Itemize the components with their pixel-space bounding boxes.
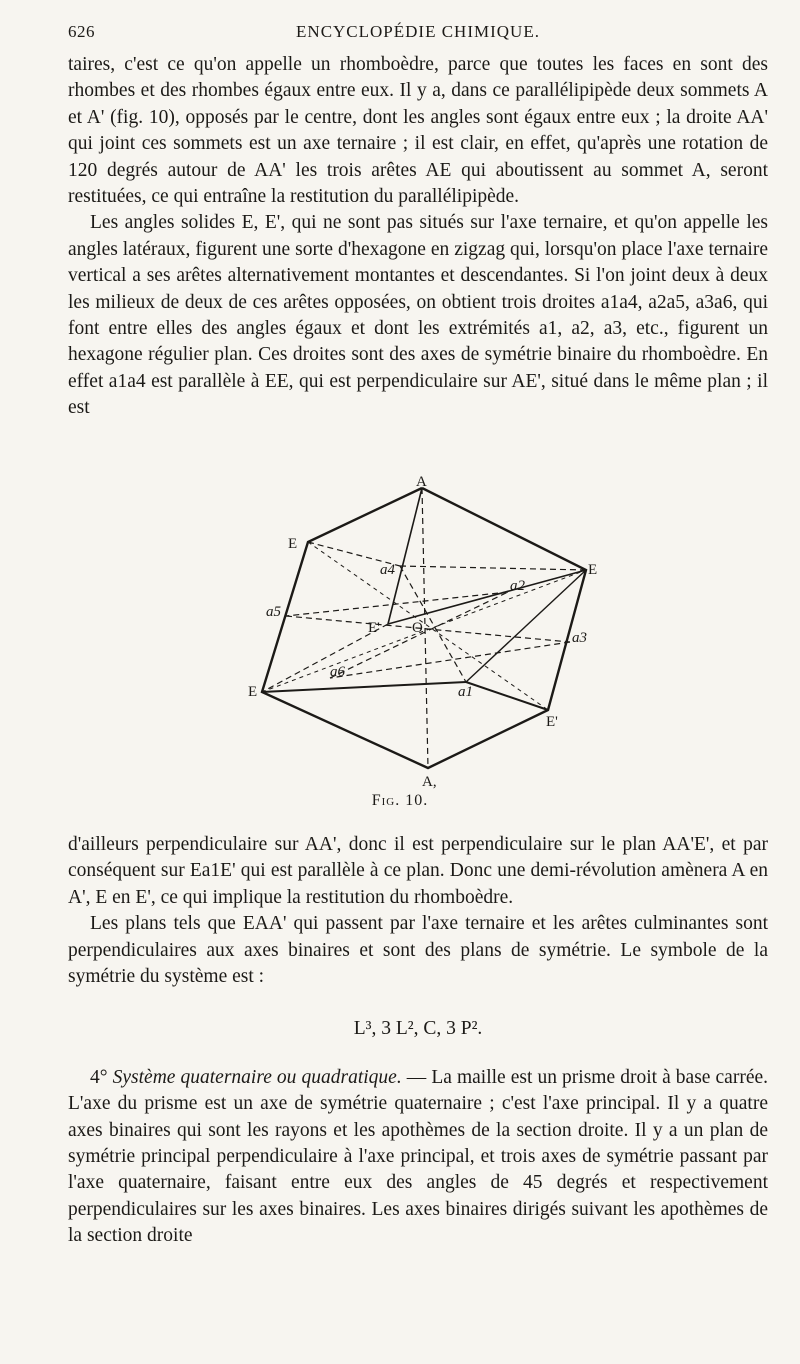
edge-outline bbox=[262, 488, 586, 768]
label-E-prime-bottom: E' bbox=[546, 714, 558, 730]
label-A-bottom: A, bbox=[422, 774, 437, 790]
paragraph-plans-symetrie: Les plans tels que EAA' qui passent par l'axe ternaire et les arêtes culminantes sont perpendiculaires aux axes binaires et sont des plans de symétrie. Le symbole de la symétrie du système est : bbox=[68, 913, 768, 988]
label-E-prime-center: E' bbox=[368, 620, 380, 636]
figure-10-rhomboedre bbox=[240, 470, 620, 790]
running-header bbox=[68, 22, 768, 46]
label-a1: a1 bbox=[458, 684, 473, 700]
label-a3: a3 bbox=[572, 630, 587, 646]
label-O: O bbox=[412, 620, 423, 636]
axis-AA-prime bbox=[422, 488, 428, 768]
figure-caption: Fig. 10. bbox=[371, 792, 429, 809]
paragraph-systeme-quaternaire bbox=[68, 1065, 768, 1250]
label-E-left: E bbox=[248, 684, 258, 700]
rhomboedre-diagram bbox=[240, 470, 620, 790]
label-a6: a6 bbox=[330, 664, 345, 680]
label-a5: a5 bbox=[266, 604, 281, 620]
label-a4: a4 bbox=[380, 562, 395, 578]
section-number: 4° bbox=[90, 1066, 108, 1088]
edge-a4-E-right bbox=[400, 566, 586, 570]
label-a2: a2 bbox=[510, 578, 525, 594]
section-title: Système quaternaire ou quadratique. bbox=[112, 1066, 402, 1088]
text-block-bottom bbox=[68, 832, 768, 1250]
page-number: 626 bbox=[68, 22, 95, 41]
edge-a1-line bbox=[262, 682, 466, 692]
axis-a1-a4 bbox=[400, 566, 466, 682]
label-E-right: E bbox=[588, 562, 598, 578]
paragraph-angles-lateraux: Les angles solides E, E', qui ne sont pas situés sur l'axe ternaire, et qu'on appelle les angles latéraux, figurent une sorte d'hexagone en zigzag qui, lorsqu'on place l'axe ternaire vertical a ses arêtes alternativement montantes et descendantes. Si l'on joint deux à deux les milieux de deux de ces arêtes opposées, on obtient trois droites a1a4, a2a5, a3a6, qui font entre elles des angles égaux et dont les extrémités a1, a2, a3, etc., figurent un hexagone régulier plan. Ces droites sont des axes de symétrie binaire du rhomboèdre. En effet a1a4 est parallèle à EE, qui est perpendiculaire sur AE', situé dans le même plan ; il est bbox=[68, 212, 768, 419]
text-block-top bbox=[68, 52, 768, 422]
section-text: — La maille est un prisme droit à base carrée. L'axe du prisme est un axe de symétrie quaternaire ; c'est l'axe principal. Il y a quatre axes binaires qui sont les rayons et les apothèmes de la section droite. Il y a un plan de symétrie principal perpendiculaire à l'axe principal, et trois axes de symétrie passant par l'axe quaternaire, faisant entre eux des angles de 45 degrés et respectivement perpendiculaires sur les axes binaires. Les axes binaires dirigés suivant les apothèmes de la section droite bbox=[68, 1066, 769, 1247]
diag-E-top-E-right bbox=[308, 542, 586, 570]
paragraph-perpendiculaire: d'ailleurs perpendiculaire sur AA', donc il est perpendiculaire sur le plan AA'E', et par conséquent sur Ea1E' qui est parallèle à ce plan. Donc une demi-révolution amènera A en A', E en E', ce qui implique la restitution du rhomboèdre. bbox=[68, 834, 768, 908]
symmetry-formula: L³, 3 L², C, 3 P². bbox=[353, 1018, 483, 1040]
edge-a1-Eprime bbox=[466, 682, 548, 710]
label-A-top: A bbox=[416, 474, 427, 490]
running-title: ENCYCLOPÉDIE CHIMIQUE. bbox=[296, 22, 540, 41]
paragraph-rhomboedre: taires, c'est ce qu'on appelle un rhomboèdre, parce que toutes les faces en sont des rhombes et des rhombes égaux entre eux. Il y a, dans ce parallélipipède deux sommets A et A' (fig. 10), opposés par le centre, dont les angles sont égaux entre eux ; la droite AA' qui joint ces sommets est un axe ternaire ; il est clair, en effet, qu'après une rotation de 120 degrés autour de AA' les trois arêtes AE qui aboutissent au sommet A, seront restituées, ce qui entraîne la restitution du parallélipipède. bbox=[68, 54, 768, 208]
label-E-top-left: E bbox=[288, 536, 298, 552]
